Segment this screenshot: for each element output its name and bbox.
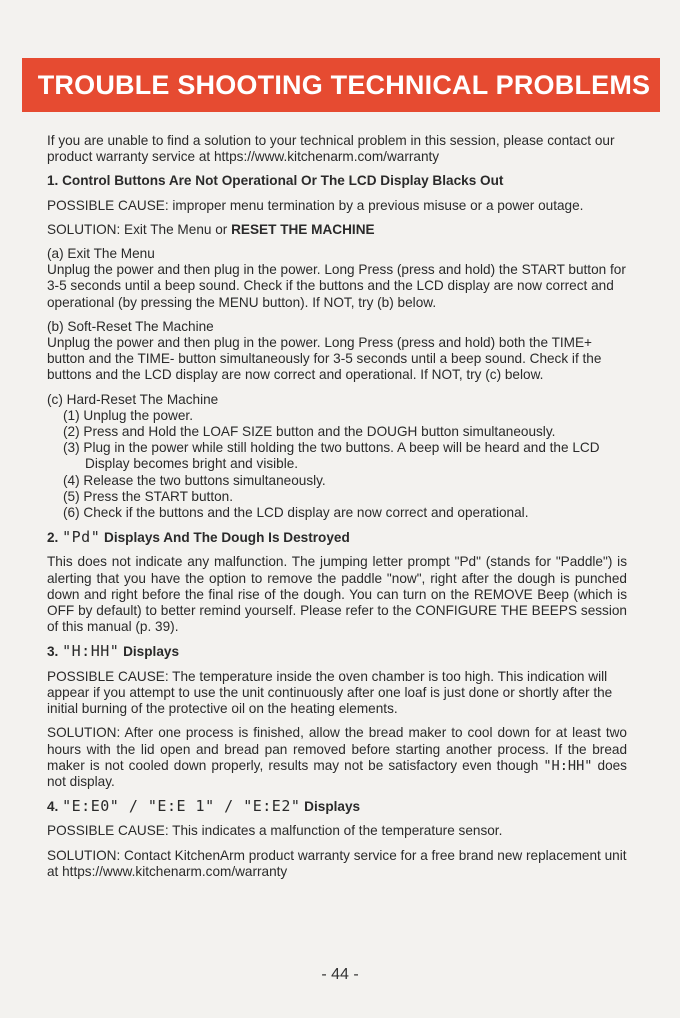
list-item: (3) Plug in the power while still holding the two buttons. A beep will be heard and the LCD Display becomes bright and visible.	[63, 440, 600, 472]
solution-code: "H:HH"	[543, 757, 593, 774]
section-3-num: 3.	[47, 644, 63, 660]
list-item: (4) Release the two buttons simultaneously.	[63, 472, 326, 488]
list-item: (2) Press and Hold the LOAF SIZE button and the DOUGH button simultaneously.	[63, 424, 556, 440]
intro-paragraph: If you are unable to find a solution to your technical problem in this session, please contact our product warranty service at https://www.kitchenarm.com/warranty	[47, 133, 615, 165]
step-c-title: (c) Hard-Reset The Machine	[47, 391, 219, 407]
section-3-code: "H:HH"	[62, 642, 120, 661]
step-c	[47, 392, 627, 522]
section-3-cause: POSSIBLE CAUSE: The temperature inside the oven chamber is too high. This indication will appear if you attempt to use the unit continuously after one loaf is just done or shortly after the initial burning of the protective oil on the heating elements.	[47, 668, 613, 717]
solution-text-post: does not display.	[47, 757, 627, 789]
section-2-heading-rest: Displays And The Dough Is Destroyed	[100, 530, 350, 546]
step-b	[47, 319, 627, 384]
section-4-num: 4.	[47, 799, 63, 815]
section-3-heading	[47, 643, 627, 660]
section-1-heading: 1. Control Buttons Are Not Operational Or The LCD Display Blacks Out	[47, 173, 504, 189]
step-a	[47, 246, 627, 311]
list-item: (5) Press the START button.	[63, 488, 233, 504]
section-title-banner	[22, 58, 660, 112]
banner-title: TROUBLE SHOOTING TECHNICAL PROBLEMS	[37, 69, 651, 100]
hard-reset-steps	[47, 408, 627, 521]
list-item: (6) Check if the buttons and the LCD display are now correct and operational.	[63, 505, 529, 521]
solution-prefix: SOLUTION: Exit The Menu or	[47, 221, 232, 237]
section-2-code: "Pd"	[62, 528, 101, 547]
section-2-heading	[47, 529, 627, 546]
step-a-text: Unplug the power and then plug in the power. Long Press (press and hold) the START button for 3-5 seconds until a beep sound. Check if the buttons and the LCD display are now correct and operational (by pressing the MENU button). If NOT, try (b) below.	[47, 262, 626, 310]
section-1-solution	[47, 222, 627, 238]
step-b-title: (b) Soft-Reset The Machine	[47, 318, 214, 334]
step-b-text: Unplug the power and then plug in the power. Long Press (press and hold) both the TIME+ button and the TIME- button simultaneously for 3-5 seconds until a beep sound. Check if the buttons and the LCD display are now correct and operational. If NOT, try (c) below.	[47, 335, 602, 383]
section-4-heading	[47, 798, 627, 815]
manual-body	[47, 133, 627, 888]
solution-bold: RESET THE MACHINE	[231, 221, 375, 237]
solution-text-pre: SOLUTION: After one process is finished, allow the bread maker to cool down for at least two hours with the lid open and bread pan removed before starting another process. If the bread maker is not cooled down properly, results may not be satisfactory even though	[47, 725, 627, 773]
step-a-title: (a) Exit The Menu	[47, 246, 155, 262]
section-2-num: 2.	[47, 530, 63, 546]
page-number: - 44 -	[321, 966, 359, 983]
section-2-text: This does not indicate any malfunction. The jumping letter prompt "Pd" (stands for "Paddle") is alerting that you have the option to remove the paddle "now", right after the dough is punched down and right before the final rise of the dough. You can turn on the REMOVE Beep (which is OFF by default) to better remind yourself. Please refer to the CONFIGURE THE BEEPS session of this manual (p. 39).	[47, 554, 627, 635]
section-4-heading-rest: Displays	[300, 799, 361, 815]
section-4-cause: POSSIBLE CAUSE: This indicates a malfunction of the temperature sensor.	[47, 823, 503, 839]
section-4-code: "E:E0" / "E:E 1" / "E:E2"	[62, 797, 301, 816]
section-3-solution	[47, 725, 627, 790]
section-1-cause: POSSIBLE CAUSE: improper menu termination by a previous misuse or a power outage.	[47, 197, 584, 213]
section-3-heading-rest: Displays	[119, 644, 180, 660]
list-item: (1) Unplug the power.	[63, 407, 193, 423]
section-4-solution: SOLUTION: Contact KitchenArm product warranty service for a free brand new replacement unit at https://www.kitchenarm.com/warranty	[47, 847, 627, 879]
